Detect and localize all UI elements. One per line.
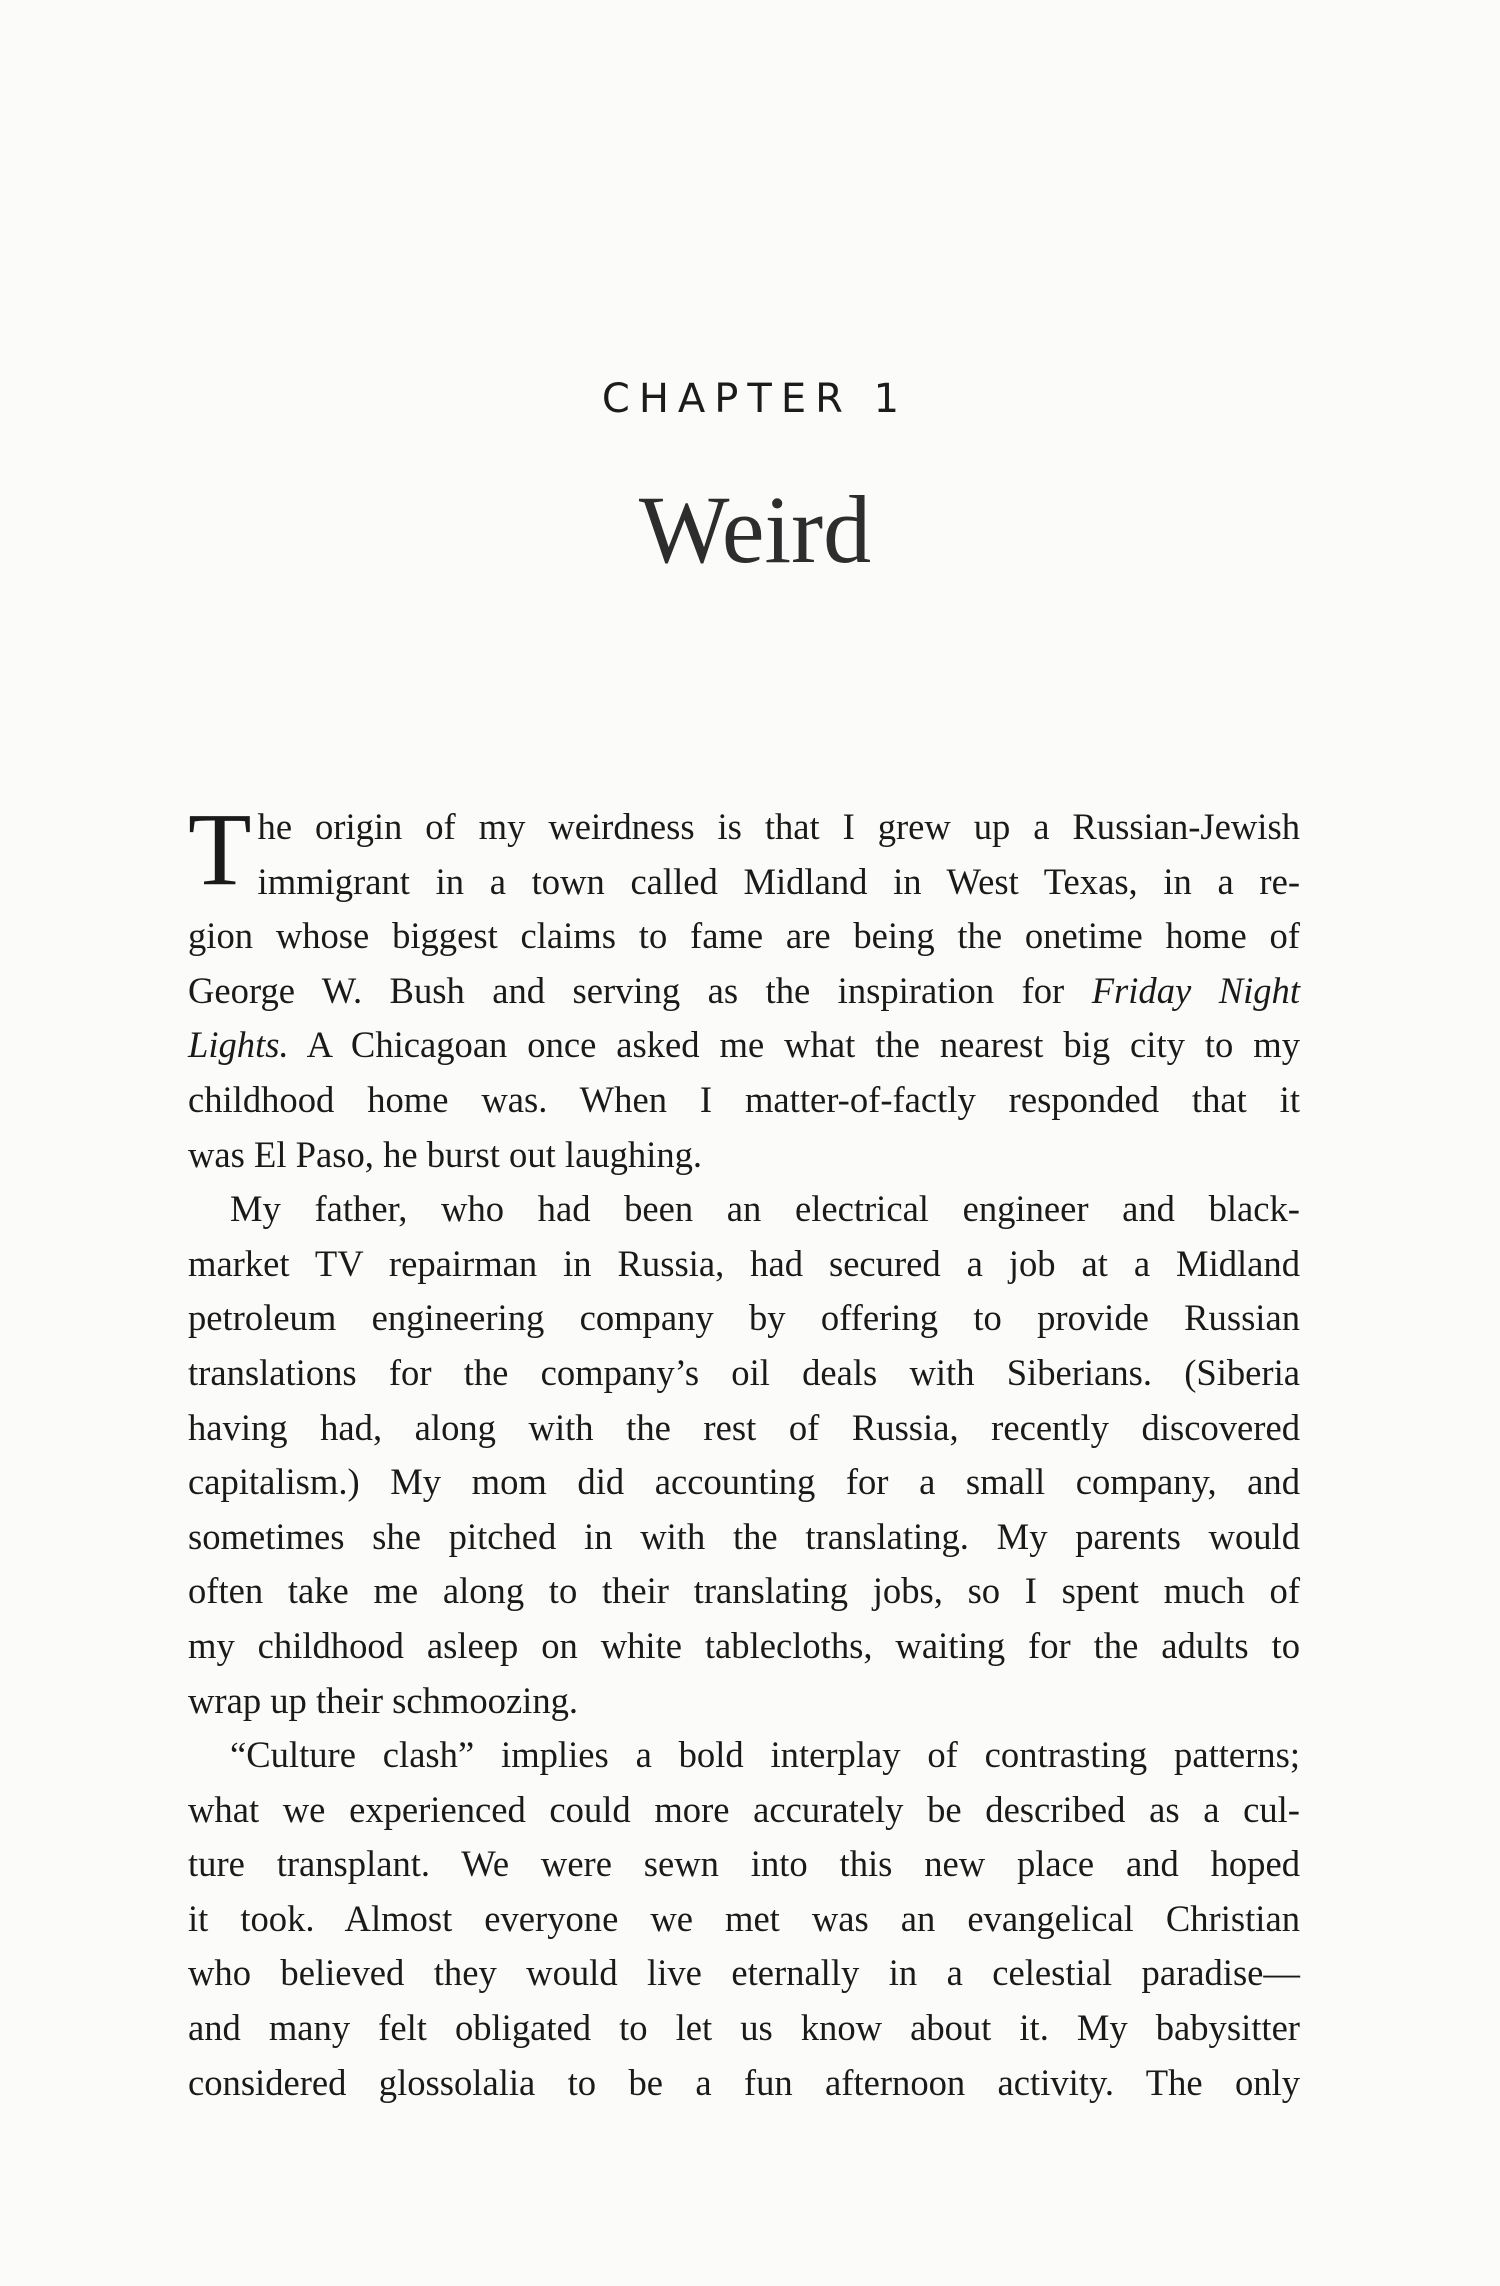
text-line: my childhood asleep on white tablecloths, waiting for the adults to xyxy=(188,1624,1300,1666)
italic-title-end: Lights. xyxy=(188,1024,289,1066)
chapter-body xyxy=(188,792,1300,2110)
text-line: he origin of my weirdness is that I grew up a Russian-Jewish xyxy=(257,806,1300,847)
paragraph-2 xyxy=(188,1182,1300,1728)
paragraph-3 xyxy=(188,1728,1300,2110)
italic-title: Friday Night xyxy=(1091,969,1300,1011)
text-line: considered glossolalia to be a fun afternoon activity. The only xyxy=(188,2061,1300,2103)
paragraph-1 xyxy=(188,792,1300,1182)
text-line: petroleum engineering company by offering to provide Russian xyxy=(188,1297,1300,1339)
text-segment: George W. Bush and serving as the inspiration for xyxy=(188,969,1092,1011)
text-segment: A Chicagoan once asked me what the nearest big city to my xyxy=(288,1024,1300,1066)
text-line: having had, along with the rest of Russia, recently discovered xyxy=(188,1406,1300,1448)
text-line: what we experienced could more accurately be described as a cul- xyxy=(188,1788,1300,1830)
text-line: gion whose biggest claims to fame are being the onetime home of xyxy=(188,915,1300,957)
text-line xyxy=(188,1018,1300,1073)
text-line: immigrant in a town called Midland in West Texas, in a re- xyxy=(257,860,1300,902)
chapter-number: CHAPTER 1 xyxy=(601,376,909,422)
text-line: was El Paso, he burst out laughing. xyxy=(188,1133,703,1175)
text-line: capitalism.) My mom did accounting for a small company, and xyxy=(188,1461,1300,1503)
text-line: “Culture clash” implies a bold interplay of contrasting patterns; xyxy=(230,1734,1300,1776)
text-line: translations for the company’s oil deals with Siberians. (Siberia xyxy=(188,1351,1300,1393)
text-line xyxy=(188,964,1300,1019)
text-line: it took. Almost everyone we met was an evangelical Christian xyxy=(188,1897,1300,1939)
text-line: wrap up their schmoozing. xyxy=(188,1679,579,1721)
text-line: sometimes she pitched in with the translating. My parents would xyxy=(188,1515,1300,1557)
text-line: and many felt obligated to let us know about it. My babysitter xyxy=(188,2007,1300,2049)
text-line: ture transplant. We were sewn into this new place and hoped xyxy=(188,1843,1300,1885)
drop-cap: T xyxy=(188,792,252,907)
text-line: My father, who had been an electrical engineer and black- xyxy=(230,1188,1300,1230)
text-line: who believed they would live eternally in a celestial paradise— xyxy=(188,1952,1300,1994)
text-line: often take me along to their translating jobs, so I spent much of xyxy=(188,1570,1300,1612)
text-line: childhood home was. When I matter-of-factly responded that it xyxy=(188,1078,1300,1120)
text-line: market TV repairman in Russia, had secured a job at a Midland xyxy=(188,1242,1300,1284)
chapter-title: Weird xyxy=(638,476,872,583)
